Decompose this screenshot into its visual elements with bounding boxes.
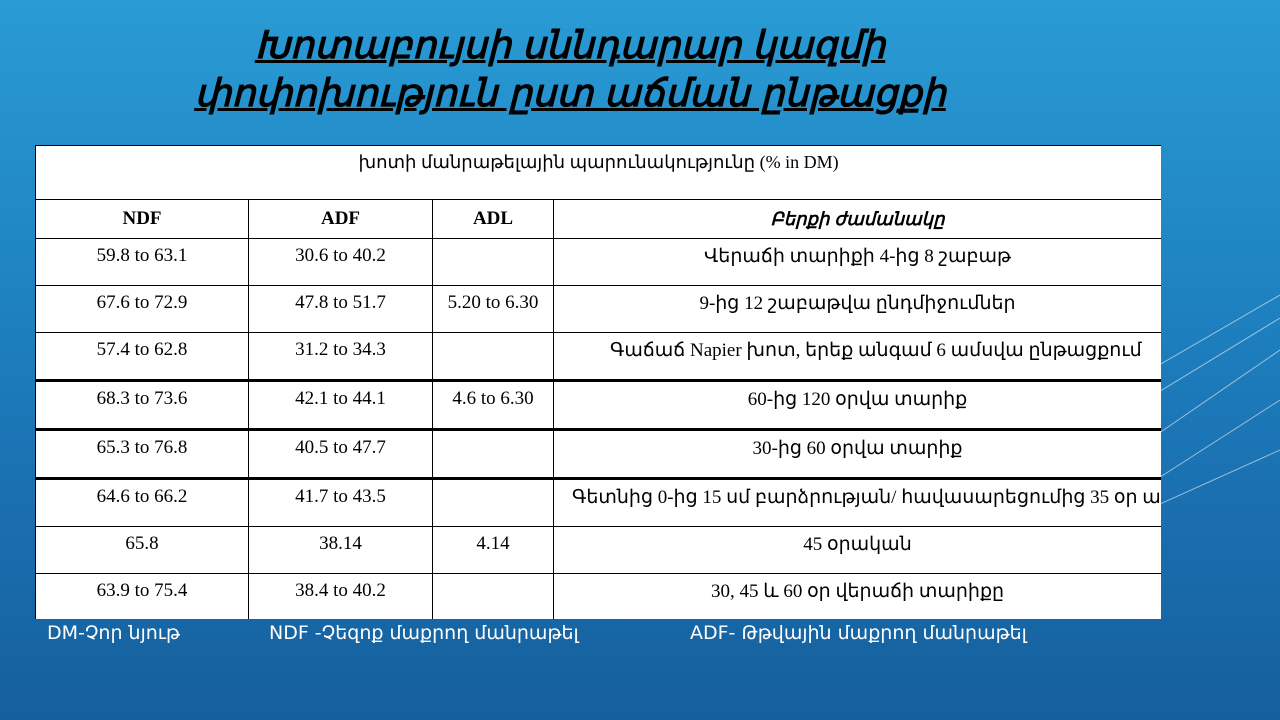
legend-dm: DM-Չոր նյութ xyxy=(47,622,181,644)
column-header-ndf: NDF xyxy=(36,200,249,239)
cell-adf: 41.7 to 43.5 xyxy=(249,479,433,527)
cell-ndf: 64.6 to 66.2 xyxy=(36,479,249,527)
cell-harvest-time: 30-ից 60 օրվա տարիք xyxy=(554,430,1162,479)
legend-adf: ADF- Թթվային մաքրող մանրաթել xyxy=(690,622,1027,644)
cell-adl: 5.20 to 6.30 xyxy=(433,286,554,333)
cell-adf: 42.1 to 44.1 xyxy=(249,381,433,430)
cell-harvest-time: 9-ից 12 շաբաթվա ընդմիջումներ xyxy=(554,286,1162,333)
cell-ndf: 57.4 to 62.8 xyxy=(36,333,249,381)
table-row xyxy=(36,239,1162,286)
table-row xyxy=(36,527,1162,574)
cell-adl xyxy=(433,333,554,381)
cell-adl: 4.14 xyxy=(433,527,554,574)
column-header-adl: ADL xyxy=(433,200,554,239)
cell-ndf: 59.8 to 63.1 xyxy=(36,239,249,286)
cell-adl xyxy=(433,430,554,479)
cell-ndf: 65.3 to 76.8 xyxy=(36,430,249,479)
cell-adf: 47.8 to 51.7 xyxy=(249,286,433,333)
table-row xyxy=(36,286,1162,333)
fiber-content-table xyxy=(35,145,1161,619)
cell-adl xyxy=(433,574,554,620)
cell-adl xyxy=(433,479,554,527)
cell-ndf: 68.3 to 73.6 xyxy=(36,381,249,430)
cell-ndf: 65.8 xyxy=(36,527,249,574)
table-caption: խոտի մանրաթելային պարունակությունը (% in DM) xyxy=(36,146,1162,200)
table-row xyxy=(36,333,1162,381)
cell-harvest-time: 45 օրական xyxy=(554,527,1162,574)
slide-title-line1: Խոտաբույսի սննդարար կազմի xyxy=(254,25,886,67)
cell-ndf: 63.9 to 75.4 xyxy=(36,574,249,620)
table-row xyxy=(36,381,1162,430)
cell-harvest-time: 30, 45 և 60 օր վերաճի տարիքը xyxy=(554,574,1162,620)
cell-adf: 30.6 to 40.2 xyxy=(249,239,433,286)
cell-adf: 38.14 xyxy=(249,527,433,574)
slide-title xyxy=(130,22,1010,118)
table-row xyxy=(36,479,1162,527)
column-header-adf: ADF xyxy=(249,200,433,239)
cell-ndf: 67.6 to 72.9 xyxy=(36,286,249,333)
cell-harvest-time: Վերաճի տարիքի 4-ից 8 շաբաթ xyxy=(554,239,1162,286)
cell-adf: 31.2 to 34.3 xyxy=(249,333,433,381)
abbreviation-legend xyxy=(0,622,1280,652)
cell-harvest-time: Գաճաճ Napier խոտ, երեք անգամ 6 ամսվա ընթացքում xyxy=(554,333,1162,381)
cell-adl xyxy=(433,239,554,286)
column-header-harvest-time: Բերքի ժամանակը xyxy=(554,200,1162,239)
cell-adf: 38.4 to 40.2 xyxy=(249,574,433,620)
cell-adf: 40.5 to 47.7 xyxy=(249,430,433,479)
slide-title-line2: փոփոխություն ըստ աճման ընթացքի xyxy=(194,73,946,115)
cell-adl: 4.6 to 6.30 xyxy=(433,381,554,430)
cell-harvest-time: 60-ից 120 օրվա տարիք xyxy=(554,381,1162,430)
legend-ndf: NDF -Չեզոք մաքրող մանրաթել xyxy=(269,622,579,644)
table-row xyxy=(36,574,1162,620)
table-row xyxy=(36,430,1162,479)
cell-harvest-time: Գետնից 0-ից 15 սմ բարձրության/ հավասարեցումից 35 օր ա xyxy=(554,479,1162,527)
